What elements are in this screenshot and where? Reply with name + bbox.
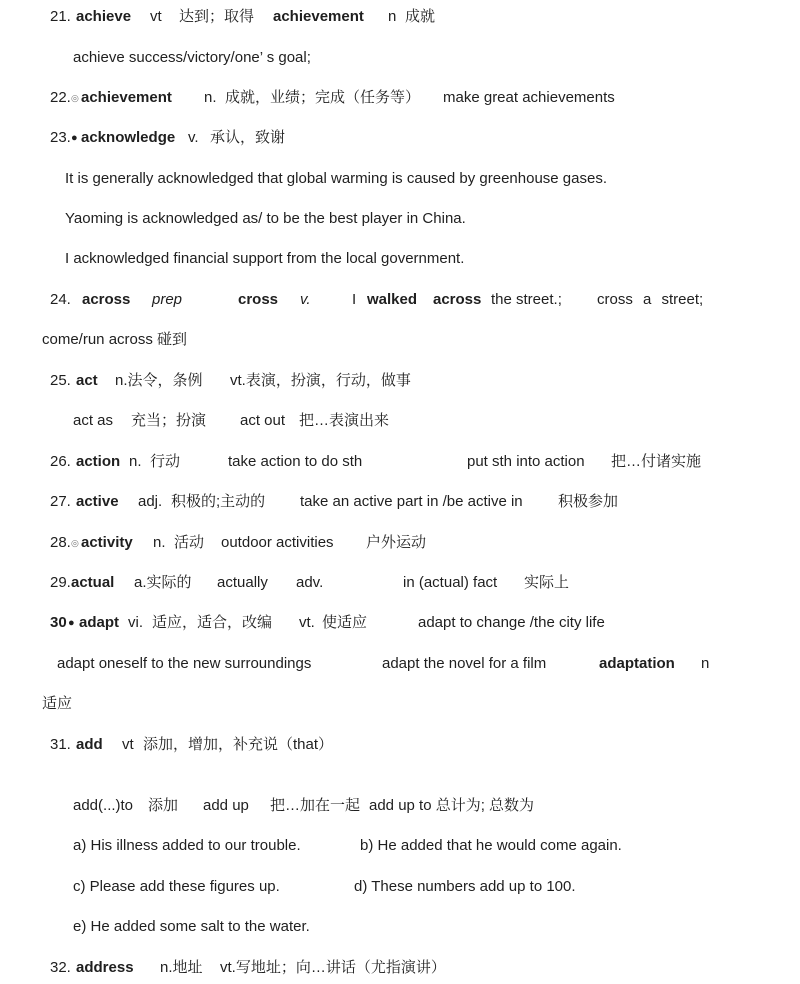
meaning: 成就，业绩；完成（任务等） [225,89,421,106]
example-rest: the street.; [491,291,562,308]
entry-number: 29. [50,574,71,591]
entry-30-phrases [57,654,797,674]
phrase: put sth into action [467,453,585,470]
entry-30-headline [50,613,790,633]
bullet-marker-icon: ● [71,132,78,144]
meaning: 添加，增加，补充说（that） [143,736,334,753]
part-of-speech: vt [122,736,134,753]
entry-28-headline [50,533,790,553]
entry-31-phrases [73,796,773,816]
entry-number: 30 [50,614,67,631]
meaning: 成就 [405,8,436,25]
verb-meaning: vt.表演，扮演，行动，做事 [230,372,411,389]
headword: acknowledge [81,129,176,146]
entry-32-headline [50,958,790,978]
phrase: adapt the novel for a film [382,655,547,672]
entry-30-meaning-3: 适应 [42,695,73,712]
part-of-speech: v. [300,291,311,308]
entry-23-example-1: It is generally acknowledged that global warming is caused by greenhouse gases. [65,170,607,187]
part-of-speech: n. [129,453,142,470]
meaning: 行动 [150,453,181,470]
entry-31-headline [50,735,790,755]
headword: activity [81,534,133,551]
derived-word: adaptation [599,655,675,672]
meaning: 达到；取得 [179,8,255,25]
entry-23-example-2: Yaoming is acknowledged as/ to be the best player in China. [65,210,466,227]
entry-24-headline [50,290,790,310]
meaning: 积极的;主动的 [171,493,266,510]
meaning: 承认，致谢 [210,129,286,146]
entry-31-example-a: a) His illness added to our trouble. [73,837,301,854]
phrase-meaning: 把…付诸实施 [611,453,702,470]
entry-number: 25. [50,372,71,389]
entry-31-example-b: b) He added that he would come again. [360,837,622,854]
noun-meaning: n.法令，条例 [115,372,203,389]
part-of-speech: adj. [138,493,163,510]
entry-number: 21. [50,8,71,25]
derived-word: achievement [273,8,364,25]
part-of-speech: n [388,8,397,25]
phrase-meaning: 把…表演出来 [299,412,390,429]
entry-31-example-d: d) These numbers add up to 100. [354,878,576,895]
entry-number: 23. [50,129,71,146]
entry-27-headline [50,492,790,512]
headword: across [82,291,131,308]
related-word: actually [217,574,268,591]
phrase: add up to 总计为; 总数为 [369,797,535,814]
headword: achieve [76,8,132,25]
entry-21-headline [50,7,790,27]
entry-number: 24. [50,291,71,308]
entry-number: 28. [50,534,71,551]
phrase: add(...)to [73,797,134,814]
noun-meaning: n.地址 [160,959,203,976]
entry-23-example-3: I acknowledged financial support from the local government. [65,250,465,267]
entry-26-headline [50,452,790,472]
example-bold-word: walked [367,291,418,308]
entry-22-headline [50,88,790,108]
phrase: outdoor activities [221,534,334,551]
phrase: in (actual) fact [403,574,498,591]
entry-31-example-e: e) He added some salt to the water. [73,918,310,935]
part-of-speech: prep [152,291,183,308]
entry-number: 31. [50,736,71,753]
phrase: cross a street; [597,291,704,308]
headword: adapt [79,614,120,631]
part-of-speech: v. [188,129,199,146]
entry-31-example-c: c) Please add these figures up. [73,878,280,895]
entry-25-phrases [73,411,773,431]
example-pronoun: I [352,291,357,308]
headword: achievement [81,89,172,106]
meaning: 使适应 [322,614,368,631]
phrase-meaning: 添加 [148,797,179,814]
entry-29-headline [50,573,790,593]
phrase: act as [73,412,114,429]
entry-21-example: achieve success/victory/one’ s goal; [73,49,311,66]
meaning: 适应，适合，改编 [152,614,273,631]
phrase: take an active part in /be active in [300,493,523,510]
meaning: 活动 [174,534,205,551]
adjective-meaning: a.实际的 [134,574,192,591]
phrase-meaning: 实际上 [524,574,570,591]
part-of-speech: adv. [296,574,324,591]
phrase: adapt to change /the city life [418,614,605,631]
phrase-meaning: 户外运动 [366,534,427,551]
entry-23-headline [50,128,790,148]
entry-number: 22. [50,89,71,106]
phrase: adapt oneself to the new surroundings [57,655,312,672]
phrase: take action to do sth [228,453,363,470]
circle-marker-icon: ◎ [71,93,79,103]
part-of-speech: vt. [299,614,315,631]
entry-25-headline [50,371,790,391]
phrase-meaning: 把…加在一起 [270,797,361,814]
phrase: act out [240,412,286,429]
entry-24-phrase-2: come/run across 碰到 [42,331,188,348]
headword: active [76,493,119,510]
bullet-marker-icon: ● [68,617,75,629]
entry-number: 26. [50,453,71,470]
part-of-speech: n. [153,534,166,551]
part-of-speech: vt [150,8,162,25]
headword: act [76,372,98,389]
phrase: make great achievements [443,89,615,106]
entry-number: 27. [50,493,71,510]
headword: address [76,959,134,976]
phrase-meaning: 积极参加 [558,493,619,510]
headword: add [76,736,103,753]
phrase: add up [203,797,249,814]
example-bold-word: across [433,291,482,308]
entry-number: 32. [50,959,71,976]
related-word: cross [238,291,279,308]
headword: actual [71,574,115,591]
phrase-meaning: 充当；扮演 [131,412,207,429]
circle-marker-icon: ◎ [71,538,79,548]
headword: action [76,453,121,470]
part-of-speech: n. [204,89,217,106]
part-of-speech: vi. [128,614,143,631]
part-of-speech: n [701,655,710,672]
verb-meaning: vt.写地址；向…讲话（尤指演讲） [220,959,446,976]
